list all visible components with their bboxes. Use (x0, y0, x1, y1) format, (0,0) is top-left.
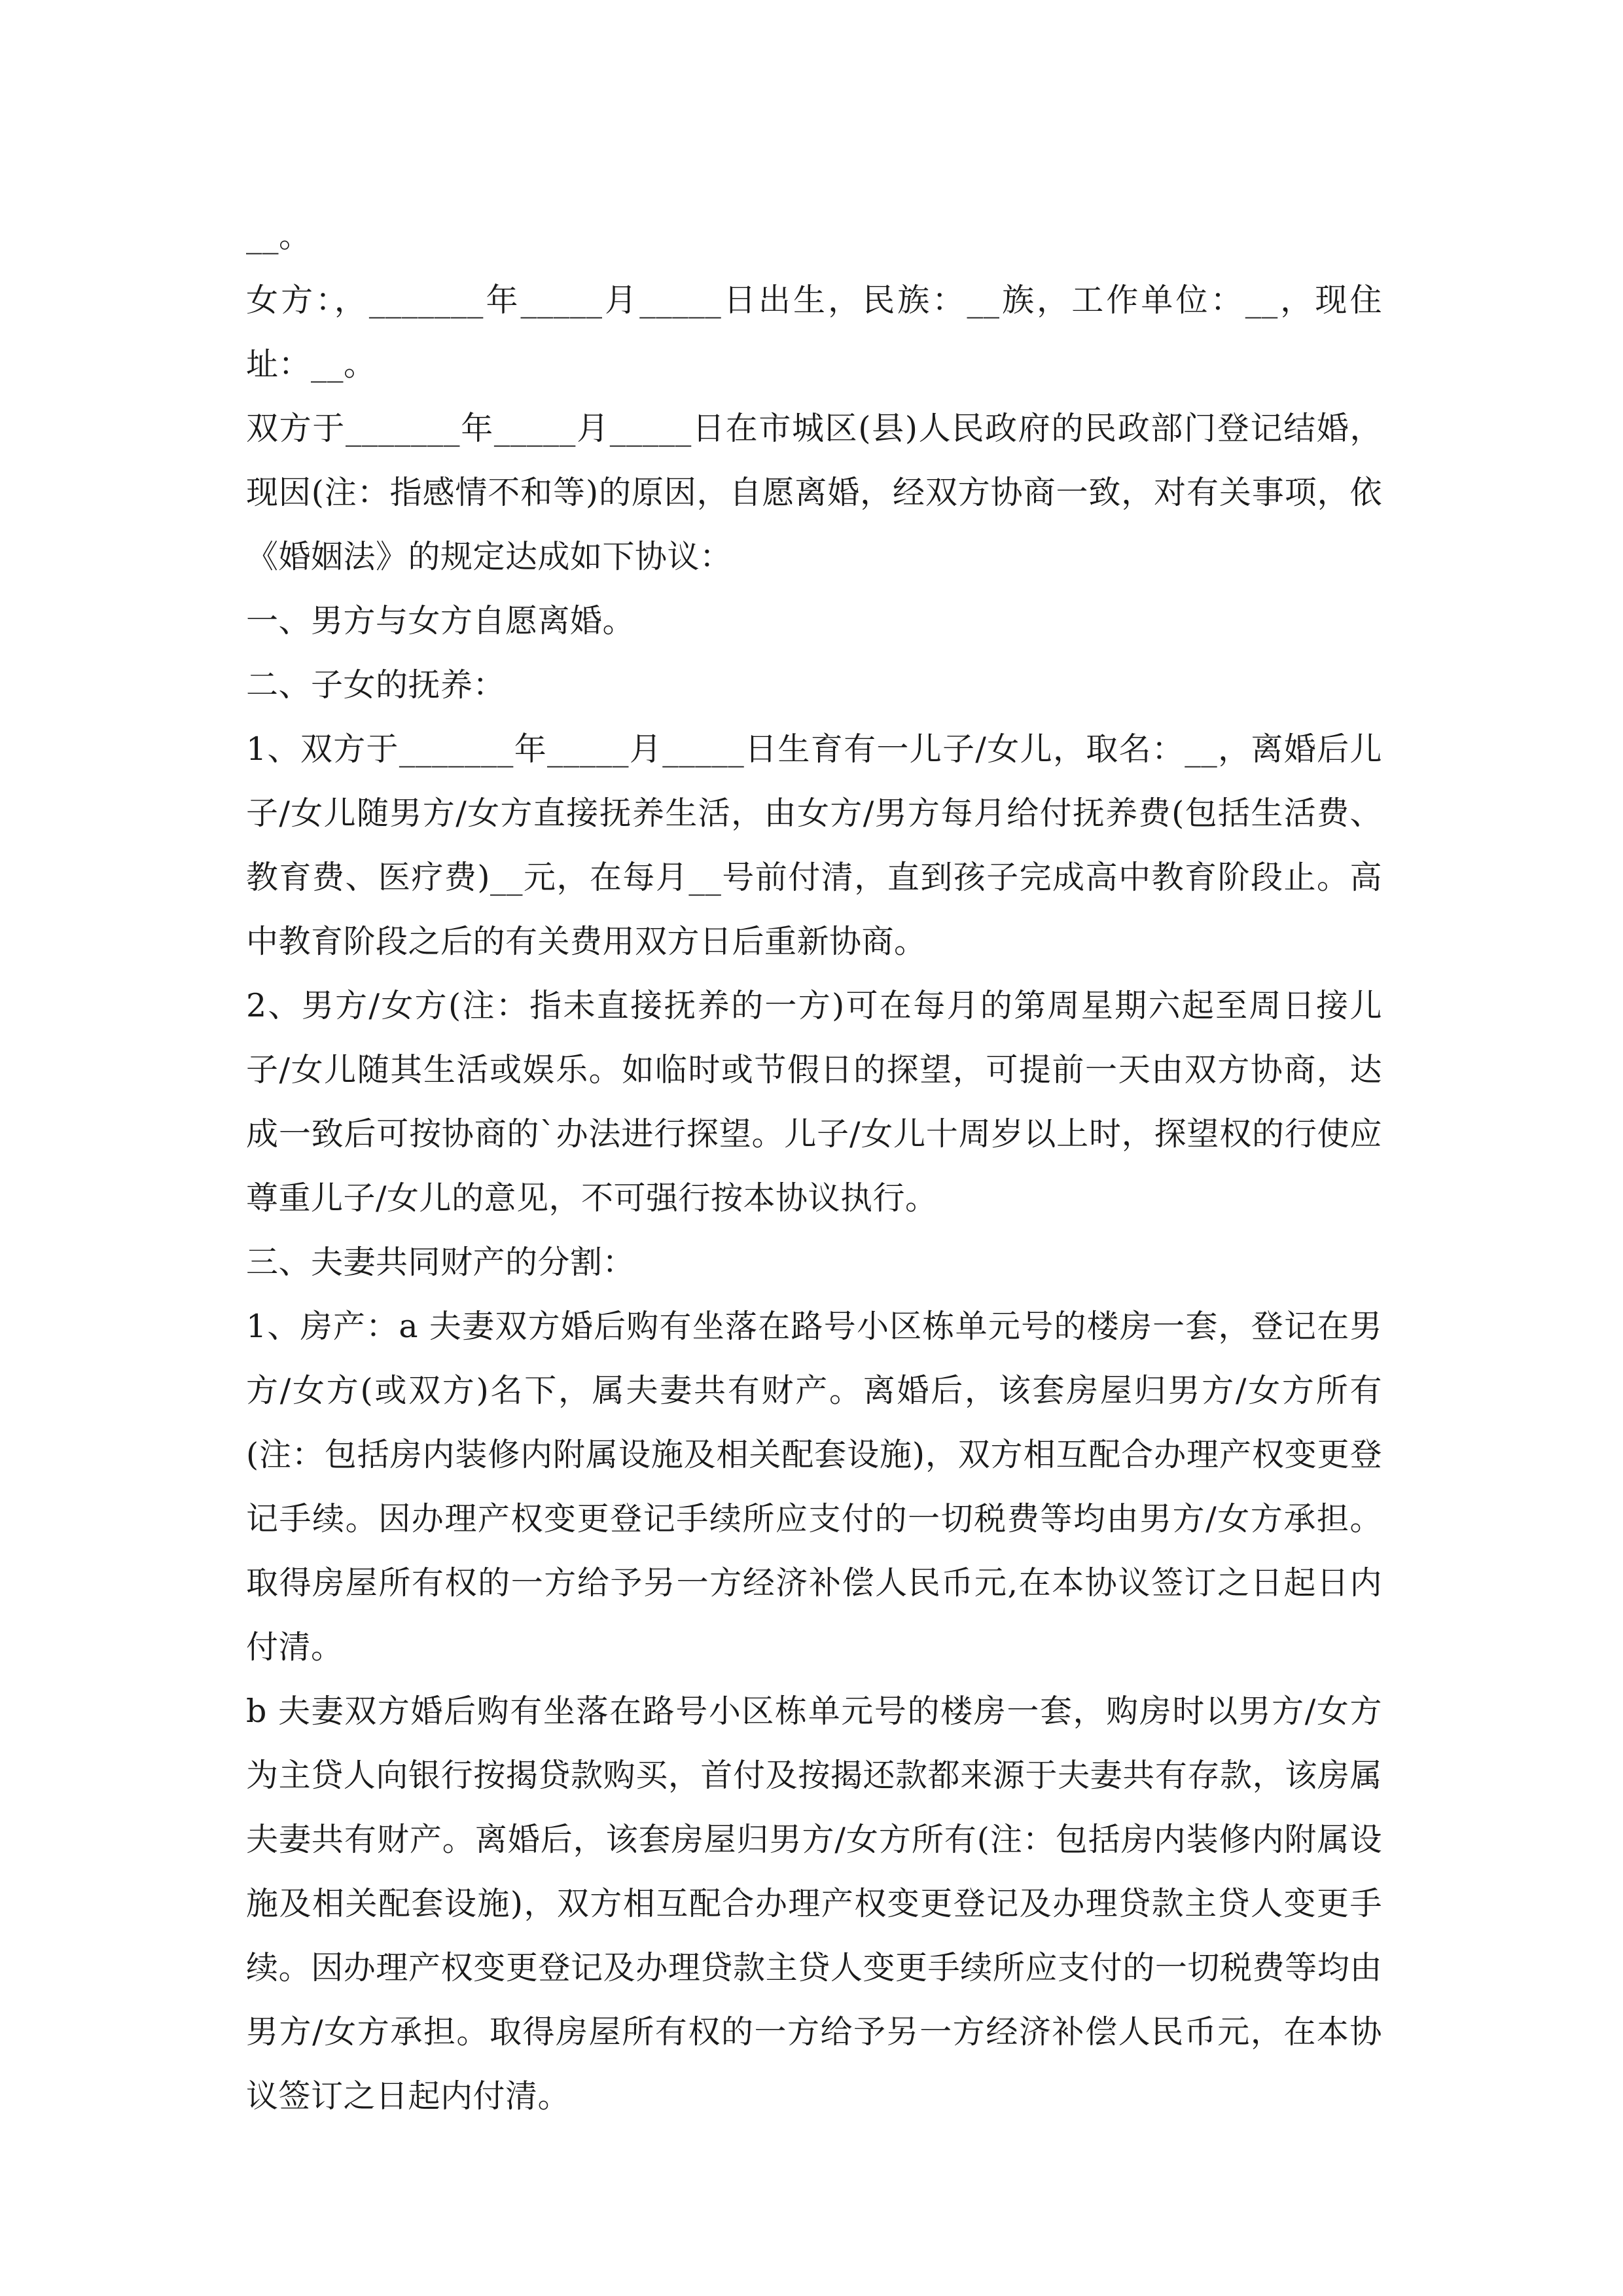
paragraph-child-support: 1、双方于_______年_____月_____日生育有一儿子/女儿，取名：__，离婚后儿子/女儿随男方/女方直接抚养生活，由女方/男方每月给付抚养费(包括生活费、教育费、医疗费)__元，在每月__号前付清，直到孩子完成高中教育阶段止。高中教育阶段之后的有关费用双方日后重新协商。 (246, 730, 1382, 960)
paragraph-real-estate-b: b 夫妻双方婚后购有坐落在路号小区栋单元号的楼房一套，购房时以男方/女方为主贷人向银行按揭贷款购买，首付及按揭还款都来源于夫妻共有存款，该房属夫妻共有财产。离婚后，该套房屋归男方/女方所有(注：包括房内装修内附属设施及相关配套设施)，双方相互配合办理产权变更登记及办理贷款主贷人变更手续。因办理产权变更登记及办理贷款主贷人变更手续所应支付的一切税费等均由男方/女方承担。取得房屋所有权的一方给予另一方经济补偿人民币元，在本协议签订之日起内付清。 (246, 1693, 1382, 2115)
paragraph-continuation: __。 (246, 217, 312, 255)
section-heading-property-division: 三、夫妻共同财产的分割： (246, 1244, 635, 1281)
paragraph-real-estate-a: 1、房产：a 夫妻双方婚后购有坐落在路号小区栋单元号的楼房一套，登记在男方/女方(或双方)名下，属夫妻共有财产。离婚后，该套房屋归男方/女方所有(注：包括房内装修内附属设施及相关配套设施)，双方相互配合办理产权变更登记手续。因办理产权变更登记手续所应支付的一切税费等均由男方/女方承担。取得房屋所有权的一方给予另一方经济补偿人民币元,在本协议签订之日起日内付清。 (246, 1308, 1382, 1666)
section-heading-divorce: 一、男方与女方自愿离婚。 (246, 602, 635, 639)
paragraph-female-info: 女方：，_______年_____月_____日出生，民族：__族，工作单位：__，现住址：__。 (246, 281, 1382, 383)
section-heading-child-custody: 二、子女的抚养： (246, 666, 506, 704)
document-body (246, 204, 1382, 2128)
paragraph-marriage-registration: 双方于_______年_____月_____日在市城区(县)人民政府的民政部门登记结婚，现因(注：指感情不和等)的原因，自愿离婚，经双方协商一致，对有关事项，依《婚姻法》的规定达成如下协议： (246, 410, 1382, 575)
paragraph-visitation: 2、男方/女方(注：指未直接抚养的一方)可在每月的第周星期六起至周日接儿子/女儿随其生活或娱乐。如临时或节假日的探望，可提前一天由双方协商，达成一致后可按协商的`办法进行探望。儿子/女儿十周岁以上时，探望权的行使应尊重儿子/女儿的意见，不可强行按本协议执行。 (246, 987, 1382, 1217)
